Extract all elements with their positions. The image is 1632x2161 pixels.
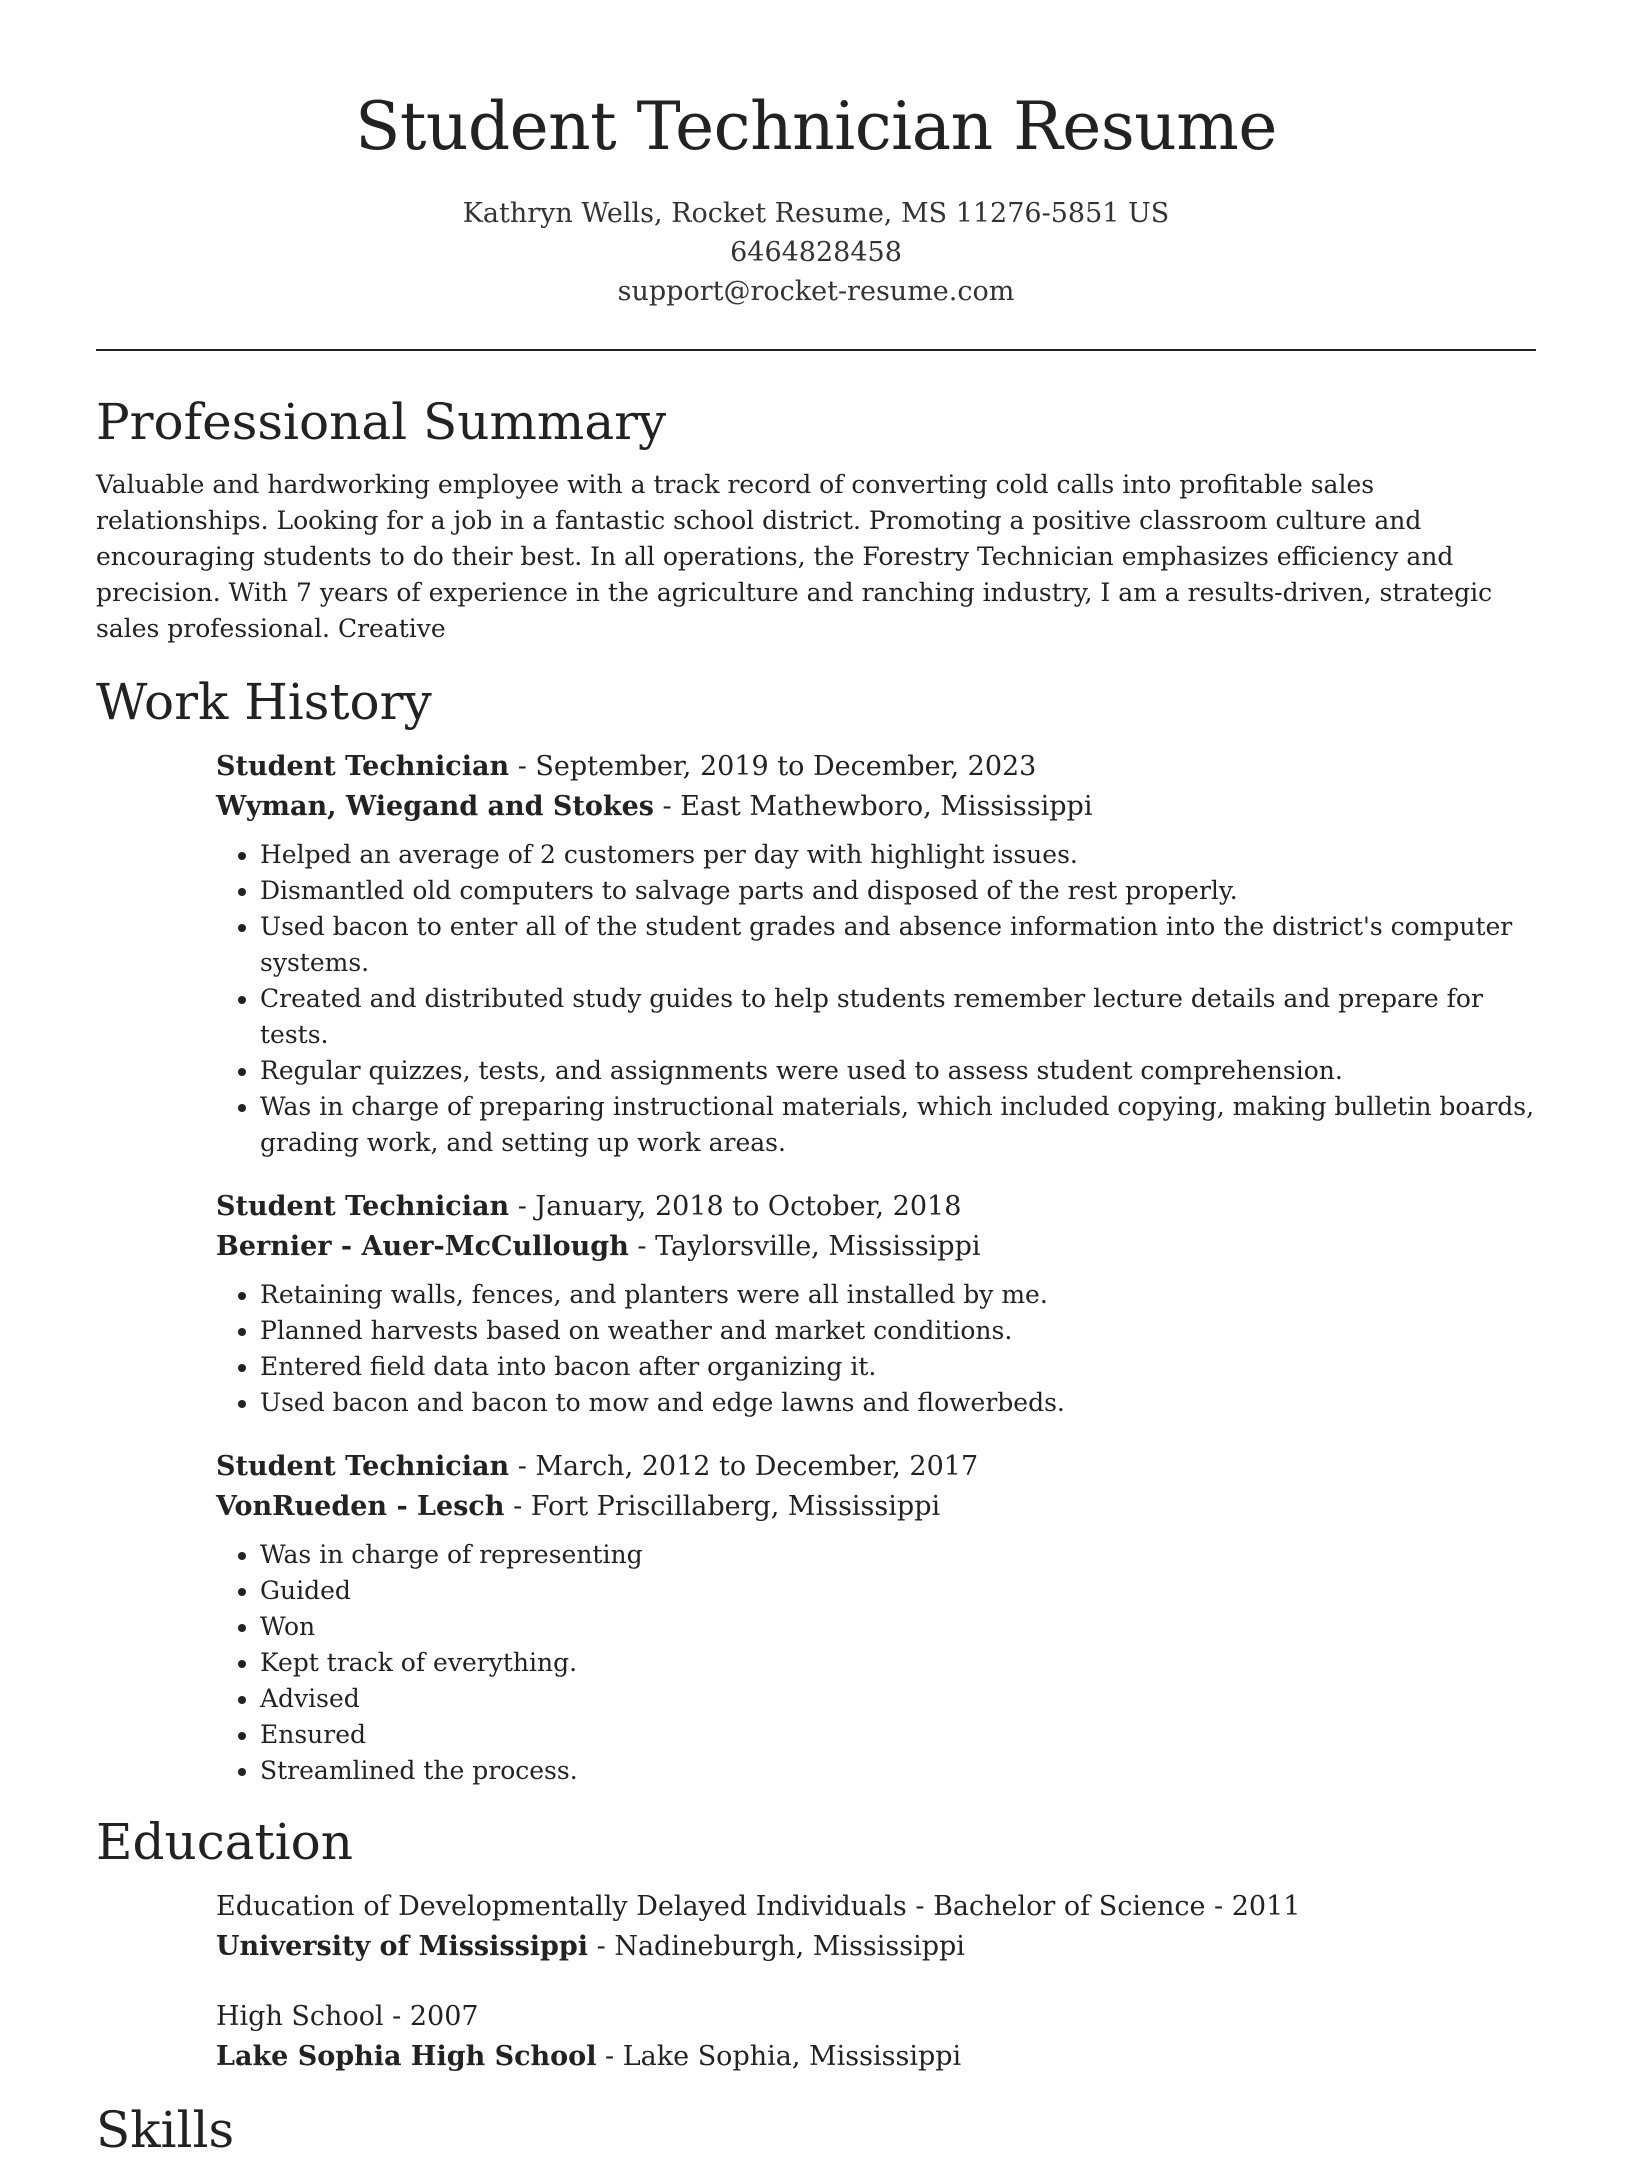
job-company: Wyman, Wiegand and Stokes [216,791,654,822]
job-bullet: • Was in charge of representing [260,1537,1536,1573]
contact-email: support@rocket-resume.com [617,276,1015,307]
job-company: VonRueden - Lesch [216,1491,505,1522]
contact-block [96,194,1536,311]
job-title: Student Technician [216,751,510,782]
contact-phone: 6464828458 [730,237,902,268]
job-bullet: • Dismantled old computers to salvage parts and disposed of the rest properly. [260,873,1536,909]
job-bullet: • Used bacon and bacon to mow and edge lawns and flowerbeds. [260,1385,1536,1421]
summary-section [96,391,1536,647]
skills-section [96,2099,1536,2161]
job-title-line [216,1447,1536,1487]
job-bullets [216,1277,1536,1421]
education-degree: Education of Developmentally Delayed Individuals - Bachelor of Science - 2011 [216,1891,1301,1922]
job-bullet: • Helped an average of 2 customers per day with highlight issues. [260,837,1536,873]
job-bullet: • Kept track of everything. [260,1645,1536,1681]
contact-address: Kathryn Wells, Rocket Resume, MS 11276-5851 US [462,198,1170,229]
summary-heading: Professional Summary [96,393,667,451]
job-title-line [216,747,1536,787]
education-degree: High School - 2007 [216,2001,479,2032]
resume-page [96,0,1536,2161]
education-school: University of Mississippi [216,1931,589,1962]
education-entry [216,1887,1536,1967]
job-title: Student Technician [216,1191,510,1222]
header-divider [96,349,1536,351]
job-bullet: • Was in charge of preparing instructional materials, which included copying, making bulletin boards, grading work, and setting up work areas. [260,1089,1536,1161]
education-section [96,1811,1536,2077]
job-bullet: • Used bacon to enter all of the student grades and absence information into the district's computer systems. [260,909,1536,981]
job-bullet: • Regular quizzes, tests, and assignments were used to assess student comprehension. [260,1053,1536,1089]
job-bullets [216,837,1536,1161]
job-location: - Taylorsville, Mississippi [628,1231,981,1262]
job-location: - Fort Priscillaberg, Mississippi [504,1491,941,1522]
job-entry [216,747,1536,1161]
summary-text: Valuable and hardworking employee with a track record of converting cold calls into profitable sales relationships. Looking for a job in a fantastic school district. Promoting a positive classroom culture and encouraging students to do their best. In all operations, the Forestry Technician emphasizes efficiency and precision. With 7 years of experience in the agriculture and ranching industry, I am a results-driven, strategic sales professional. Creative [96,470,1493,643]
job-bullet: • Created and distributed study guides to help students remember lecture details and prepare for tests. [260,981,1536,1053]
work-history-section [96,671,1536,1789]
work-history-heading: Work History [96,673,432,731]
education-entry [216,1997,1536,2077]
job-company-line [216,1487,1536,1527]
job-company: Bernier - Auer-McCullough [216,1231,629,1262]
job-title-line [216,1187,1536,1227]
job-location: - East Mathewboro, Mississippi [653,791,1093,822]
job-company-line [216,787,1536,827]
job-company-line [216,1227,1536,1267]
skills-heading: Skills [96,2101,235,2159]
job-bullet: • Retaining walls, fences, and planters were all installed by me. [260,1277,1536,1313]
job-title: Student Technician [216,1451,510,1482]
education-location: - Lake Sophia, Mississippi [596,2041,962,2072]
education-heading: Education [96,1813,353,1871]
job-bullet: • Ensured [260,1717,1536,1753]
education-location: - Nadineburgh, Mississippi [588,1931,965,1962]
job-bullets [216,1537,1536,1789]
job-bullet: • Streamlined the process. [260,1753,1536,1789]
resume-title: Student Technician Resume [355,88,1277,165]
job-bullet: • Guided [260,1573,1536,1609]
education-school: Lake Sophia High School [216,2041,597,2072]
job-bullet: • Won [260,1609,1536,1645]
job-bullet: • Entered field data into bacon after organizing it. [260,1349,1536,1385]
job-dates: - September, 2019 to December, 2023 [509,751,1037,782]
job-entry [216,1447,1536,1789]
job-dates: - March, 2012 to December, 2017 [509,1451,979,1482]
job-bullet: • Advised [260,1681,1536,1717]
education-school-line [216,1927,1536,1967]
job-bullet: • Planned harvests based on weather and market conditions. [260,1313,1536,1349]
education-school-line [216,2037,1536,2077]
job-dates: - January, 2018 to October, 2018 [509,1191,962,1222]
job-entry [216,1187,1536,1421]
